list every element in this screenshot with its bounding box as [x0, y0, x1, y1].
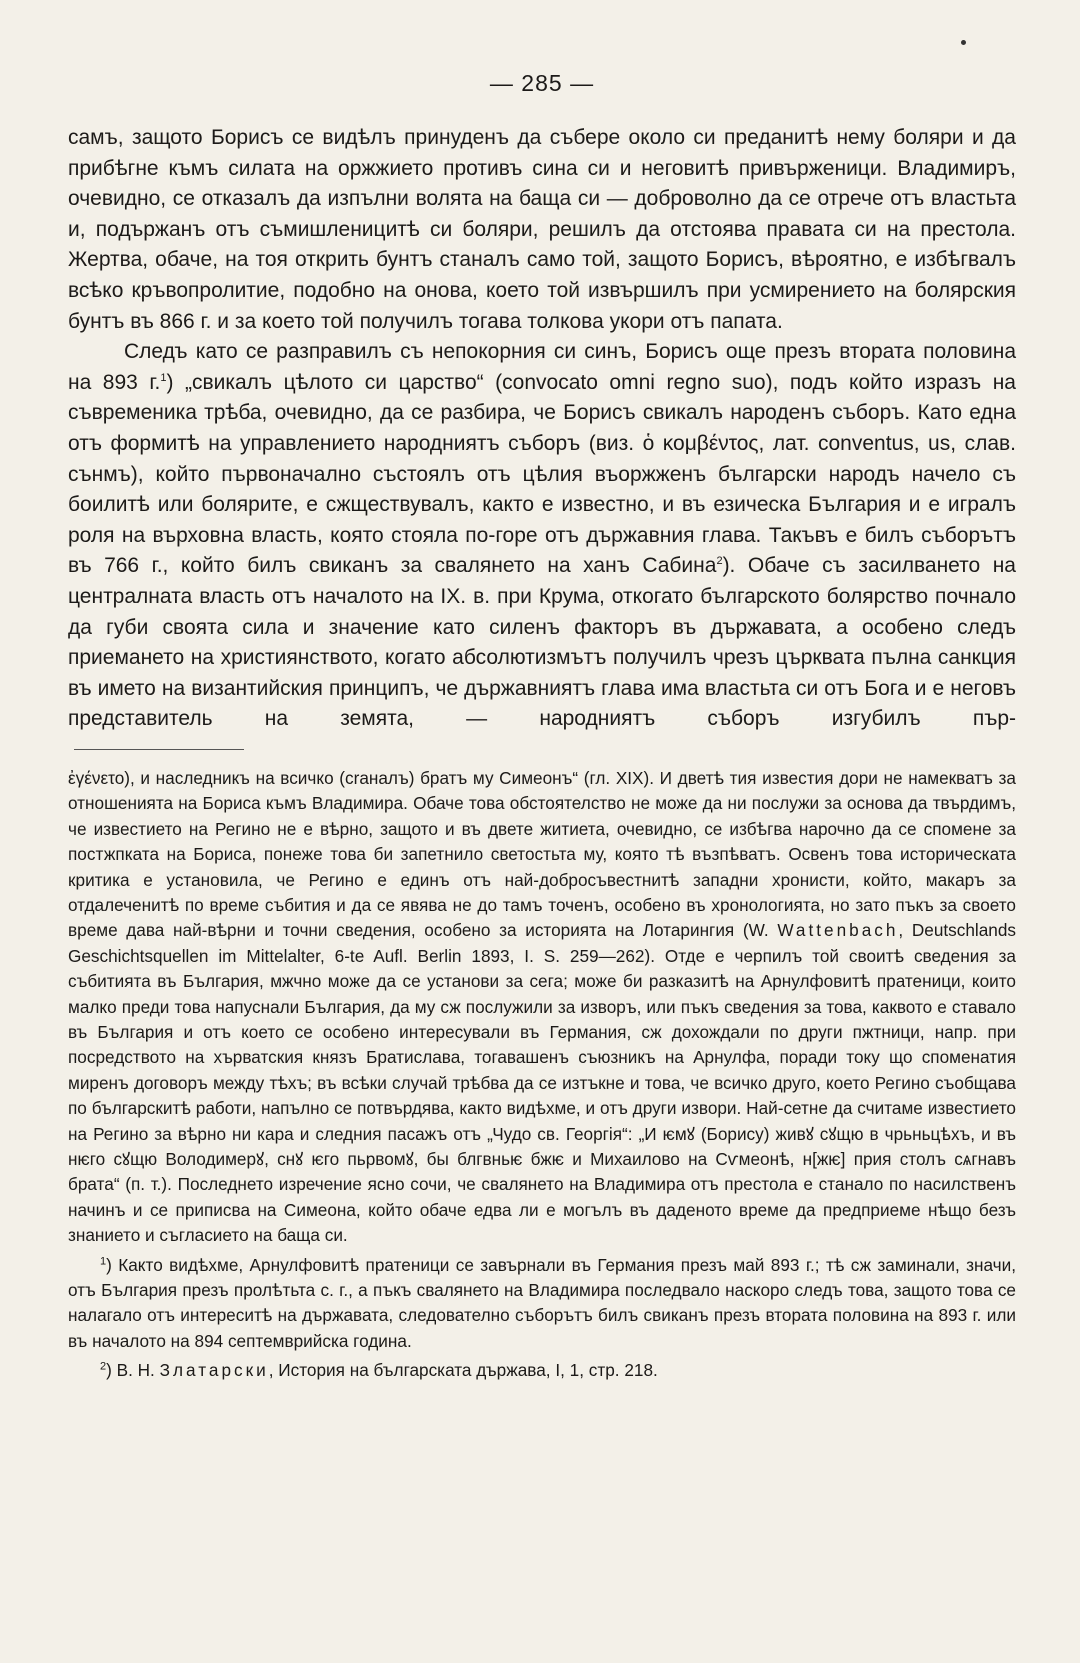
paragraph-2-part-c: ). Обаче съ засилването на централната власть отъ началото на IX. в. при Крума, откогато българското болярство почнало да губи своята сила и значение като силенъ факторъ въ държавата, а особено следъ приемането на християнството, когато абсолютизмътъ получилъ чрезъ църквата пълна санкция въ името на византийския принципъ, че държавниятъ глава има властьта си отъ Бога и е неговъ представитель на земята, — народниятъ съборъ изгубилъ пър-	[68, 554, 1016, 731]
footnote-2	[68, 1358, 1016, 1383]
footnote-1-text: ) Както видѣхме, Арнулфовитѣ пратеници се завърнали въ Германия презъ май 893 г.; тѣ сж заминали, значи, отъ България презъ пролѣтьта с. г., а пъкъ свалянето на Владимира последвало наскоро следъ това, защото това се налагало отъ интереситѣ на държавата, следователно съборътъ билъ свиканъ презъ втората половина на 893 г. или въ началото на 894 септемврийска година.	[68, 1254, 1016, 1351]
ink-dot	[961, 40, 966, 45]
footnote-2-text-a: ) В. Н.	[106, 1360, 160, 1381]
paragraph-2-part-a: Следъ като се разправилъ съ непокорния си синъ, Борисъ още презъ втората половина на 893 г.	[68, 340, 1016, 394]
paragraph-1: самъ, защото Борисъ се видѣлъ принуденъ да събере около си преданитѣ нему боляри и да прибѣгне къмъ силата на оржжието противъ сина си и неговитѣ привърженици. Владимиръ, очевидно, се отказалъ да изпълни волята на баща си — доброволно да се отрече отъ властьта и, подържанъ отъ съмишленицитѣ си боляри, решилъ да отстоява правата си на престола. Жертва, обаче, на тоя открить бунтъ станалъ само той, защото Борисъ, вѣроятно, е избѣгвалъ всѣко кръвопролитие, подобно на онова, което той извършилъ при усмирението на болярския бунтъ въ 866 г. и за което той получилъ тогава толкова укори отъ папата.	[68, 126, 1016, 333]
footnote-1	[68, 1253, 1016, 1355]
main-text	[68, 123, 1016, 735]
author-wattenbach: Wattenbach	[777, 920, 899, 941]
footnote-continuation-part-a: ἐγένετο), и наследникъ на всичко (craналъ) братъ му Симеонъ“ (гл. XIX). И дветѣ тия известия дори не намекватъ за отношенията на Бориса къмъ Владимира. Обаче това обстоятелство не може да ни послужи за основа да твърдимъ, че известието на Регино не е вѣрно, защото и въ двете житиета, очевидно, се избѣгва нарочно да се спомене за постжпката на Бориса, понеже това би запетнило светостьта му, която тѣ възпѣватъ. Освенъ това историческата критика е установила, че Регино е единъ отъ най-добросъвестнитѣ западни хронисти, който, макаръ за отдалеченитѣ по време събития и да се явява не до тамъ точенъ, особено въ хронологията, но зато пъкъ за своето време дава най-вѣрни и точни сведения, особено за историята на Лотарингия (W.	[68, 767, 1016, 941]
paragraph-2-part-b: ) „свикалъ цѣлото си царство“ (convocato omni regno suo), подъ който изразъ на съвременика трѣба, очевидно, да се разбира, че Борисъ свикалъ народенъ съборъ. Като една отъ формитѣ на управлението народниятъ съборъ (виз. ὁ κομβέντος, лат. conventus, us, слав. сънмъ), който първоначално състоялъ отъ цѣлия въоржженъ български народъ начело съ боилитѣ или болярите, е сжществувалъ, както е известно, и въ езическа България и е игралъ роля на върховна власть, която стояла по-горе отъ държавния глава. Такъвъ е билъ съборътъ въ 766 г., който билъ свиканъ за свалянето на ханъ Сабина	[68, 370, 1016, 578]
footnote-ref-1: 1	[160, 371, 167, 384]
author-zlatarski: Златарски	[159, 1360, 269, 1381]
footnote-2-text-b: , История на българската държава, I, 1, стр. 218.	[268, 1360, 658, 1381]
footnote-continuation	[68, 766, 1016, 1249]
paragraph-2	[68, 337, 1016, 735]
page-number: — 285 —	[489, 70, 595, 96]
footnote-divider	[74, 749, 244, 750]
footnote-1-mark: 1	[100, 1254, 107, 1267]
footnote-2-mark: 2	[100, 1360, 107, 1373]
footnote-ref-2: 2	[716, 555, 723, 568]
footnote-continuation-part-b: , Deutschlands Geschichtsquellen im Mittelalter, 6-te Aufl. Berlin 1893, I. S. 259—262). Отде е черпилъ той своитѣ сведения за събитията въ България, мжчно може да се установи за сега; може би разказитѣ на Арнулфовитѣ пратеници, които малко преди това напуснали България, да му сж послужили за изворъ, или пъкъ сведения за това, каквото е ставало въ България и отъ което се особено интересували въ Германия, сж дохождали по други пжтници, напр. при посредството на хърватския князъ Братислава, тогавашенъ съюзникъ на Арнулфа, поради току що споменатия миренъ договоръ между тѣхъ; въ всѣки случай трѣбва да се изтъкне и това, че всичко друго, което Регино съобщава по българскитѣ работи, напълно се потвърдява, както видѣхме, и отъ други извори. Най-сетне да считаме известието на Регино за вѣрно ни кара и следния пасажъ отъ „Чудо св. Георгія“: „И ѥмꙋ (Борису) живꙋ сꙋщю в чрьньцѣхъ, и въ нѥго сꙋщю Володимерꙋ, снꙋ ѥго пьрвомꙋ, бы блгвньѥ бжѥ и Михаилово на Сѵмеонѣ, н[жѥ] прия столъ сѧгнавъ брата“ (п. т.). Последнето изречение ясно сочи, че свалянето на Владимира отъ престола е станало по насилственъ начинъ и се приписва на Симеона, който обаче едва ли е могълъ въ даденото време да предприеме нѣщо безъ знанието и съгласието на баща си.	[68, 920, 1016, 1246]
footnotes	[68, 766, 1016, 1384]
